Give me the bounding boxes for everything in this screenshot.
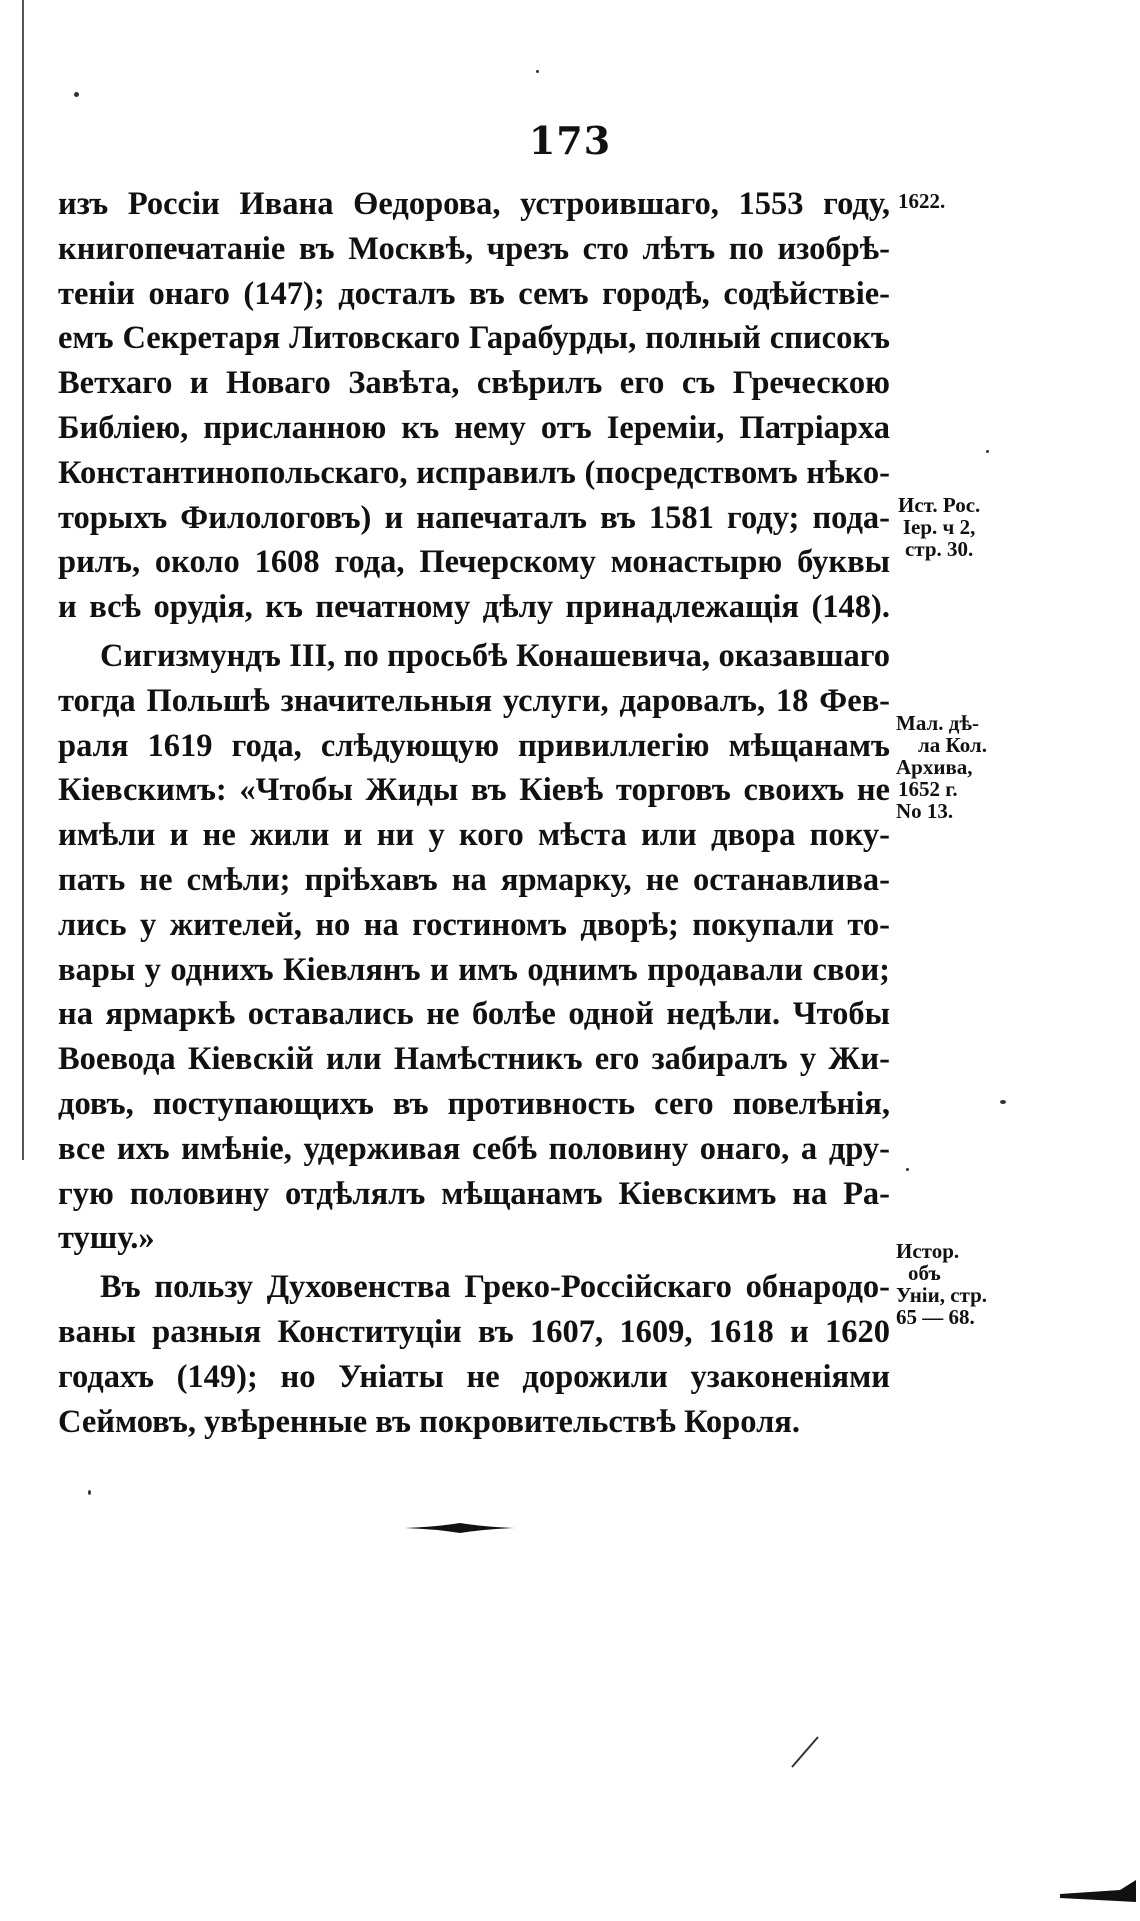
scan-speck xyxy=(536,70,539,73)
text-line: Библіею, присланною къ нему отъ Іереміи, Патріарха xyxy=(58,409,890,446)
scan-speck xyxy=(906,1168,909,1171)
margin-note-history xyxy=(896,1240,987,1328)
text-line: довъ, поступающихъ въ противность сего повелѣнія, xyxy=(58,1085,890,1122)
text-line: на ярмаркѣ оставались не болѣе одной недѣли. Чтобы xyxy=(58,996,890,1033)
margin-note-line: 65 — 68. xyxy=(896,1305,975,1329)
page-number: 173 xyxy=(528,118,612,163)
text-line: Въ пользу Духовенства Греко-Россійскаго обнародо- xyxy=(100,1269,890,1306)
text-line: все ихъ имѣніе, удерживая себѣ половину онаго, а дру- xyxy=(58,1130,890,1167)
margin-note-year xyxy=(898,190,945,212)
text-line: имѣли и не жили и ни у кого мѣста или двора поку- xyxy=(58,817,890,854)
text-line: книгопечатаніе въ Москвѣ, чрезъ сто лѣтъ по изобрѣ- xyxy=(58,230,890,267)
page-edge-line xyxy=(22,0,24,1160)
margin-note-line: Уніи, стр. xyxy=(896,1283,988,1307)
text-line: емъ Секретаря Литовскаго Гарабурды, полный списокъ xyxy=(58,320,890,357)
margin-note-line: ла Кол. xyxy=(918,733,987,757)
text-line: гую половину отдѣлялъ мѣщанамъ Кіевскимъ на Ра- xyxy=(58,1175,890,1212)
margin-note-archive xyxy=(896,712,987,822)
paragraph xyxy=(58,182,890,630)
text-line: изъ Россіи Ивана Өедорова, устроившаго, 1553 году, xyxy=(58,186,890,222)
margin-note-source xyxy=(898,494,980,560)
text-line: теніи онаго (147); досталъ въ семъ городѣ, содѣйствіе- xyxy=(58,275,890,312)
margin-note-line: Архива, xyxy=(896,755,973,779)
text-line: и всѣ орудія, къ печатному дѣлу принадлежащія (148). xyxy=(58,589,890,626)
text-line: Сигизмундъ III, по просьбѣ Конашевича, оказавшаго xyxy=(100,637,890,674)
text-line: тогда Польшѣ значительныя услуги, даровалъ, 18 Фев- xyxy=(58,682,890,719)
text-line: Сеймовъ, увѣренные въ покровительствѣ Короля. xyxy=(58,1403,801,1440)
margin-note-line: Истор. xyxy=(896,1239,960,1263)
paragraph xyxy=(58,1265,890,1444)
text-line: рилъ, около 1608 года, Печерскому монастырю буквы xyxy=(58,544,890,581)
text-line: Воевода Кіевскій или Намѣстникъ его забиралъ у Жи- xyxy=(58,1041,890,1078)
margin-note-line: стр. 30. xyxy=(904,537,974,561)
scan-speck xyxy=(1000,1100,1006,1104)
margin-note-line: Мал. дѣ- xyxy=(896,711,980,735)
margin-note-line: 1652 г. xyxy=(898,777,958,801)
text-line: Константинопольскаго, исправилъ (посредствомъ нѣко- xyxy=(58,454,890,491)
margin-note-line: объ xyxy=(908,1261,941,1285)
paragraph xyxy=(58,634,890,1261)
text-line: ваны разныя Конституціи въ 1607, 1609, 1618 и 1620 xyxy=(58,1313,890,1350)
text-line: Кіевскимъ: «Чтобы Жиды въ Кіевѣ торговъ своихъ не xyxy=(58,772,890,809)
text-line: годахъ (149); но Уніаты не дорожили узаконеніями xyxy=(58,1358,890,1395)
margin-note-line: 1622. xyxy=(898,189,946,213)
end-ornament xyxy=(405,1522,515,1534)
text-line: раля 1619 года, слѣдующую привиллегію мѣщанамъ xyxy=(58,727,890,764)
main-text xyxy=(58,182,890,1444)
scan-speck xyxy=(74,92,79,97)
margin-note-line: Іер. ч 2, xyxy=(902,515,976,539)
margin-note-line: No 13. xyxy=(896,799,954,823)
scan-speck xyxy=(88,1490,91,1495)
text-line: вары у однихъ Кіевлянъ и имъ однимъ продавали свои; xyxy=(58,951,890,988)
scan-speck xyxy=(986,450,989,453)
margin-note-line: Ист. Рос. xyxy=(898,493,981,517)
text-line: тушу.» xyxy=(58,1220,155,1257)
scan-mark xyxy=(790,1735,820,1769)
text-line: торыхъ Филологовъ) и напечаталъ въ 1581 году; пода- xyxy=(58,499,890,536)
text-line: пать не смѣли; пріѣхавъ на ярмарку, не останавлива- xyxy=(58,861,890,898)
text-line: лись у жителей, но на гостиномъ дворѣ; покупали то- xyxy=(58,906,890,943)
text-line: Ветхаго и Новаго Завѣта, свѣрилъ его съ Греческою xyxy=(58,365,890,402)
scan-mark xyxy=(1060,1880,1136,1902)
